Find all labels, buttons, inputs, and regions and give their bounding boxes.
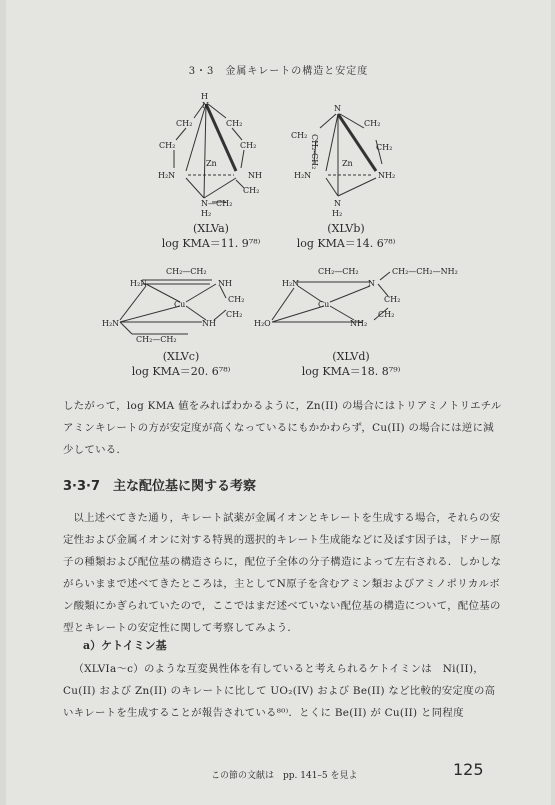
atom-ch2: CH₂ xyxy=(176,119,193,128)
paragraph-intro: したがって，log KMA 値をみればわかるように，Zn(II) の場合にはトリアミノトリエチルアミンキレートの方が安定度が高くなっているにもかかわらず，Cu(II) の場合には逆に減少している． xyxy=(63,400,502,456)
atom-ch2: CH₂ xyxy=(378,310,395,319)
running-header: 3・3 金属キレートの構造と安定度 xyxy=(188,66,369,77)
book-page xyxy=(6,0,551,805)
atom-h: H xyxy=(201,92,208,101)
atom-ch2: CH₂ xyxy=(159,141,176,150)
paragraph-ketoimine: （XLVIa～c）のような互変異性体を有していると考えられるケトイミンは Ni(II)，Cu(II) および Zn(II) のキレートに比して UO₂(IV) および Be(II) など比較的安定度の高いキレートを生成することが報告されている⁸⁰⁾．とくに Be(II) が Cu(II) と同程度 xyxy=(63,663,496,719)
atom-h2n: H₂N xyxy=(282,279,300,288)
atom-ch2ch2: CH₂—CH₂ xyxy=(318,267,359,276)
caption-xlvd xyxy=(296,349,406,379)
atom-h2: H₂ xyxy=(332,209,343,218)
atom-h2n: H₂N xyxy=(158,171,176,180)
atom-nh: NH xyxy=(248,171,262,180)
atom-ch2: CH₂ xyxy=(243,186,260,195)
atom-cu: Cu xyxy=(174,300,186,309)
section-heading: 3·3·7 主な配位基に関する考察 xyxy=(63,479,257,494)
atom-ch2ch2: CH₂—CH₂ xyxy=(136,335,177,344)
atom-h2: H₂ xyxy=(201,209,212,218)
paragraph-body: 以上述べてきた通り，キレート試薬が金属イオンとキレートを生成する場合，それらの安定性および金属イオンに対する特異的選択的キレート生成能などに及ぼす因子は，ドナー原子の種類および配位基の構造さらに，配位子全体の分子構造によって左右される．しかしながらいままで述べてきたところは，主としてN原子を含むアミン類およびアミノポリカルボン酸類にかぎられていたので，ここではまだ述べていない配位基の構造について，配位基の型とキレートの安定性に関して考察してみよう． xyxy=(63,512,502,634)
atom-ch2ch2: CH₂—CH₂ xyxy=(166,267,207,276)
structure-label: (XLVc) xyxy=(162,350,200,363)
log-k-value: log KMA＝20. 6⁷⁸⁾ xyxy=(131,365,231,378)
atom-nh2: NH₂ xyxy=(350,319,368,328)
atom-ch2: CH₂ xyxy=(384,295,401,304)
atom-nh: NH xyxy=(202,319,216,328)
atom-h2o: H₂O xyxy=(254,319,271,328)
atom-nh: NH xyxy=(218,279,232,288)
atom-h2n: H₂N xyxy=(102,319,120,328)
log-k-value: log KMA＝18. 8⁷⁹⁾ xyxy=(301,365,401,378)
atom-h2n: H₂N xyxy=(294,171,312,180)
atom-ch2: CH₂ xyxy=(226,310,243,319)
structure-label: (XLVb) xyxy=(327,222,365,235)
atom-h2n: H₂N xyxy=(130,279,148,288)
atom-n: N xyxy=(334,199,341,208)
log-k-value: log KMA＝14. 6⁷⁸⁾ xyxy=(296,237,396,250)
structure-xlvc xyxy=(102,262,262,342)
atom-n: N xyxy=(334,104,341,113)
atom-ch2: CH₂ xyxy=(364,119,381,128)
subheading: a）ケトイミン基 xyxy=(83,639,167,652)
structure-label: (XLVa) xyxy=(193,222,229,235)
atom-cu: Cu xyxy=(318,300,330,309)
caption-xlva xyxy=(156,221,266,251)
atom-ch2-ch2: CH₂-CH₂ xyxy=(310,134,319,170)
atom-ch2: CH₂ xyxy=(291,131,308,140)
structure-label: (XLVd) xyxy=(332,350,370,363)
atom-ch2: CH₂ xyxy=(228,295,245,304)
atom-nh2: NH₂ xyxy=(378,171,396,180)
atom-zn: Zn xyxy=(206,159,217,168)
atom-ch2: CH₂ xyxy=(226,119,243,128)
log-k-value: log KMA＝11. 9⁷⁸⁾ xyxy=(161,237,261,250)
atom-n: N xyxy=(202,101,209,110)
caption-xlvb xyxy=(291,221,401,251)
atom-zn: Zn xyxy=(342,159,353,168)
atom-n: N xyxy=(368,279,375,288)
structure-xlvb xyxy=(286,88,416,218)
footer-note: この節の文献は pp. 141–5 を見よ xyxy=(211,771,358,781)
atom-nch2: N—CH₂ xyxy=(201,199,233,208)
caption-xlvc xyxy=(126,349,236,379)
structure-xlva xyxy=(146,88,276,218)
atom-ch2ch2nh2: CH₂—CH₂—NH₂ xyxy=(392,267,458,276)
atom-ch2: CH₂ xyxy=(376,143,393,152)
page-number: 125 xyxy=(453,760,484,779)
atom-ch2: CH₂ xyxy=(240,141,257,150)
structure-xlvd xyxy=(254,262,474,342)
